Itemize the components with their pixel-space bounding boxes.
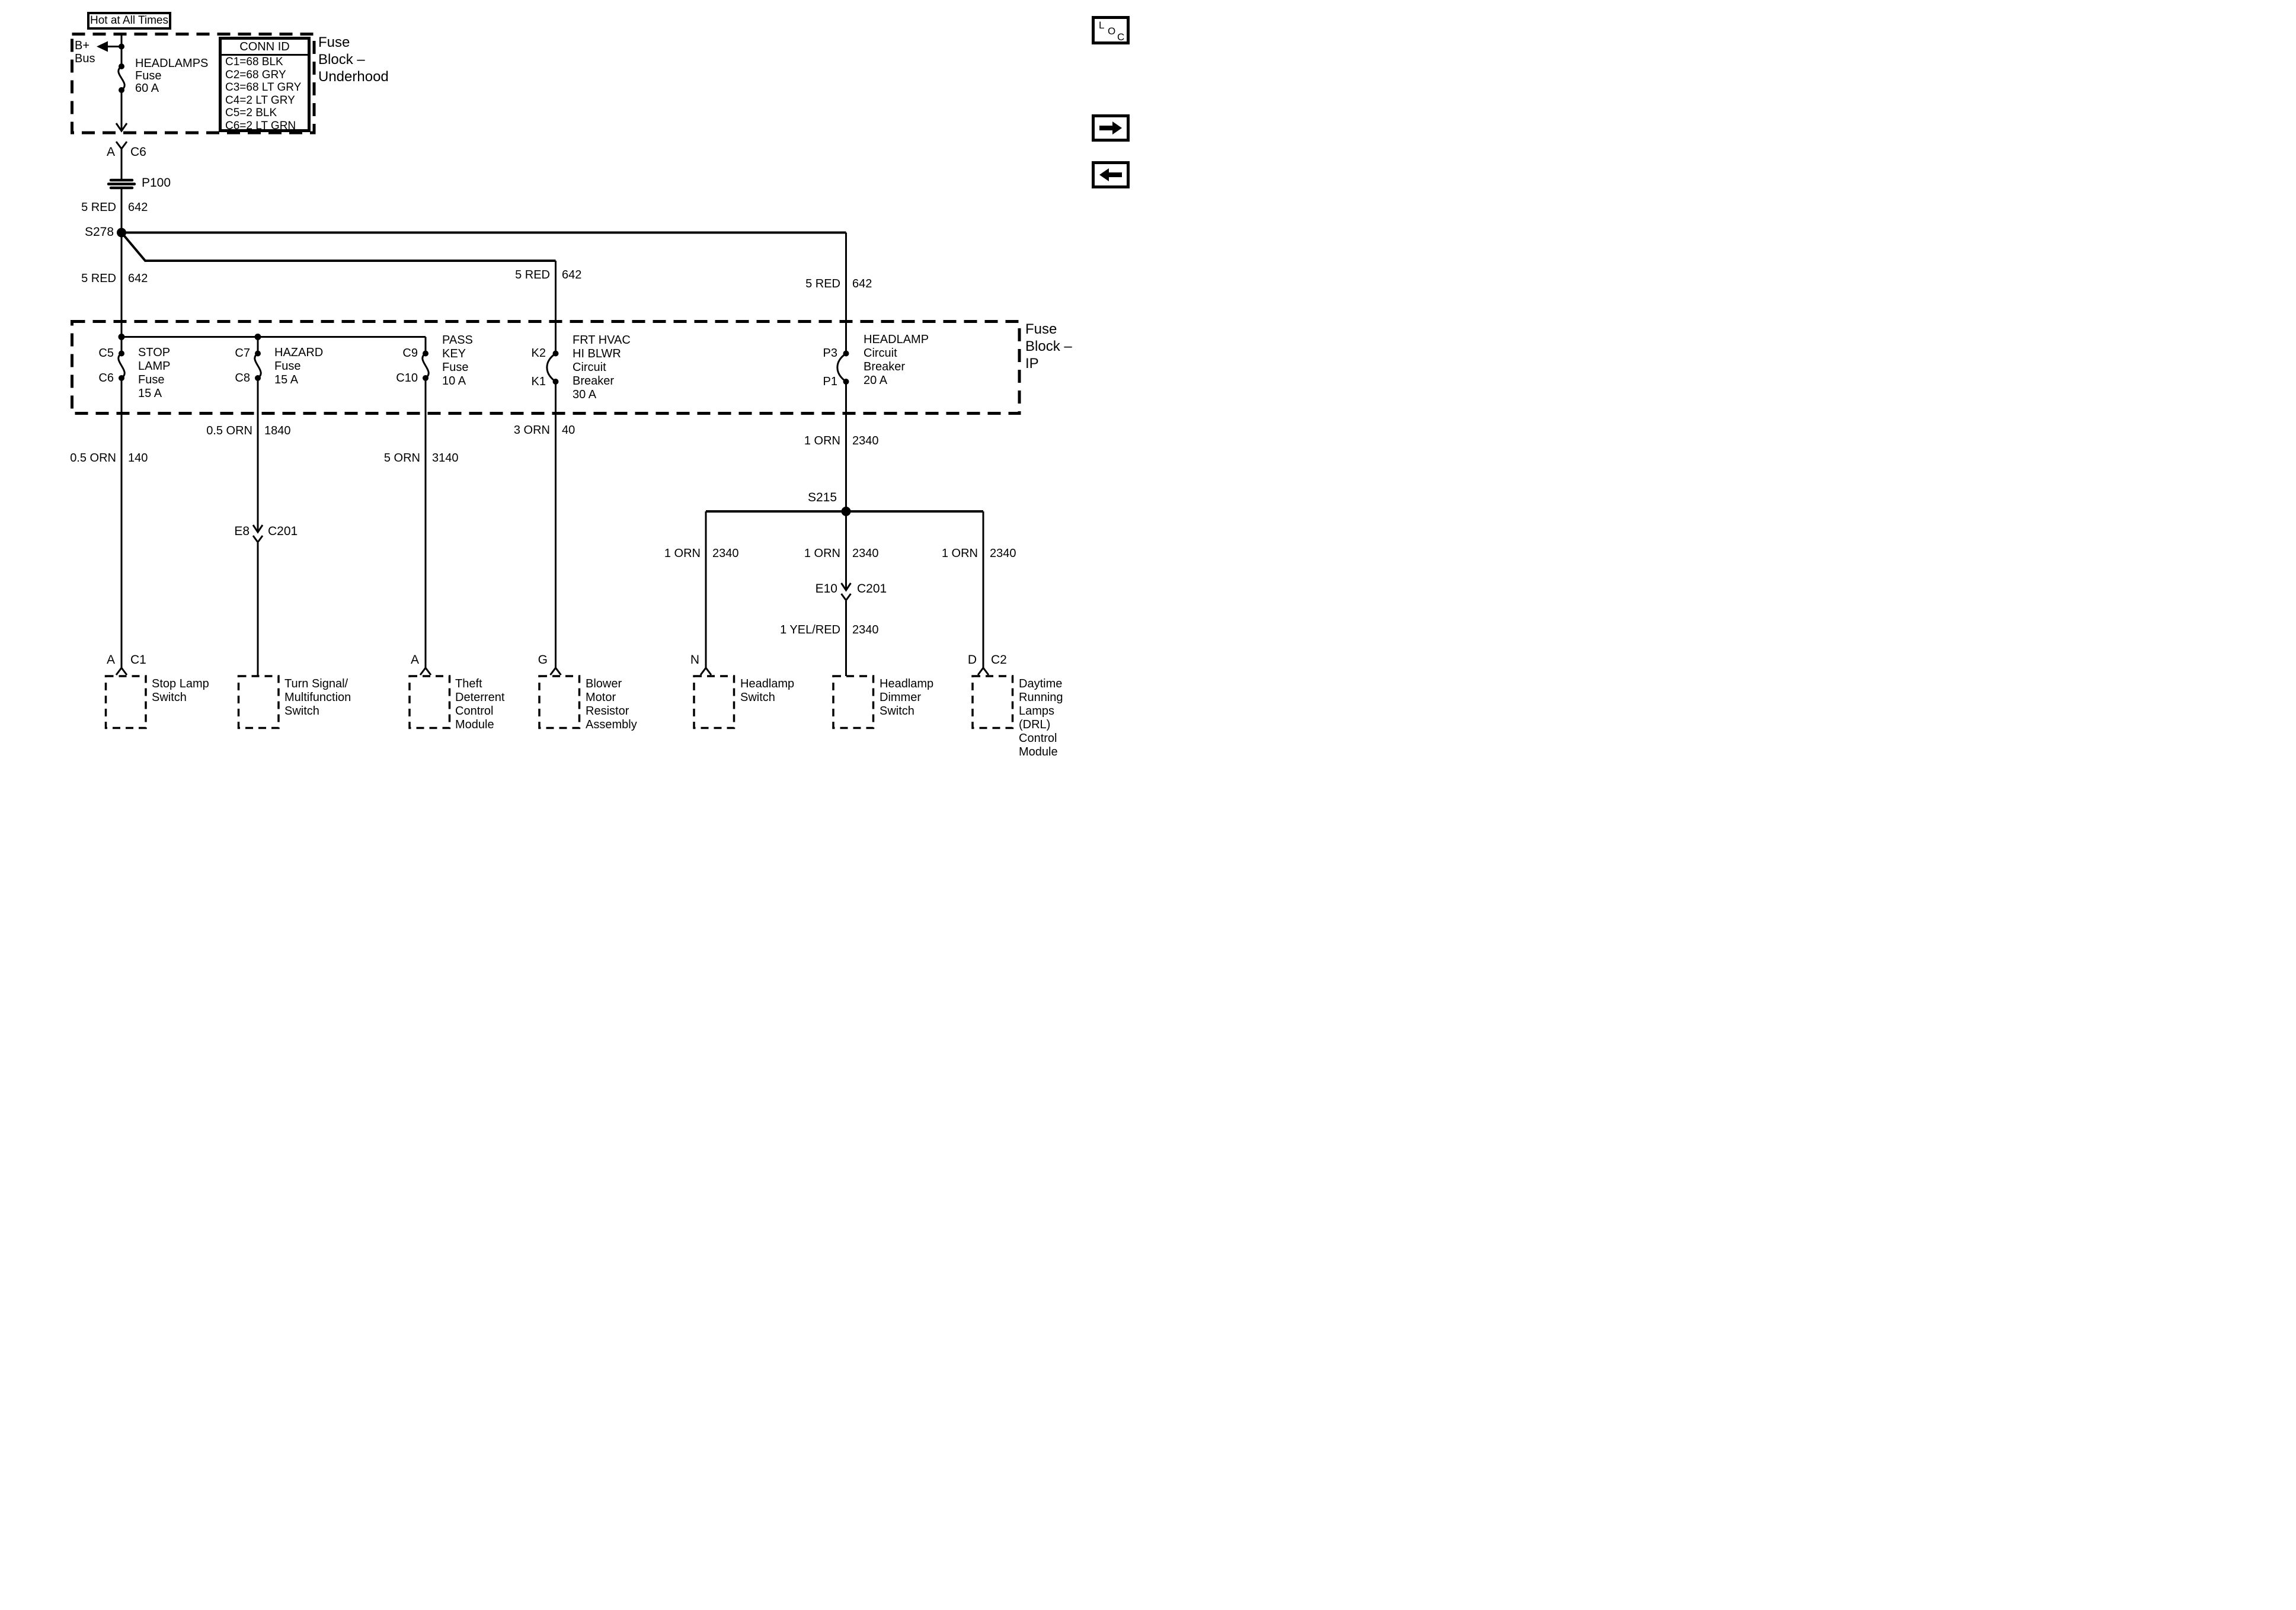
breaker-desc: 20 A xyxy=(864,374,888,387)
conn-id-row: C3=68 LT GRY xyxy=(225,81,302,94)
component-name: Dimmer xyxy=(880,691,921,704)
pass-key-fuse-symbol xyxy=(423,354,428,379)
connector-c6-label: C6 xyxy=(130,145,146,159)
turn-signal-switch-box xyxy=(239,676,279,728)
loc-letter: C xyxy=(1117,31,1125,43)
fuse-pin-label: C5 xyxy=(98,347,114,360)
loc-letter: O xyxy=(1108,25,1116,37)
wire-circuit-number: 140 xyxy=(128,452,148,465)
splice-s278-dot xyxy=(117,228,126,238)
conn-id-header: CONN ID xyxy=(222,40,308,56)
connector-pin-label: A xyxy=(410,653,419,667)
fuse-pin-label: C6 xyxy=(98,372,114,385)
loc-button[interactable] xyxy=(1092,16,1130,44)
connector-pin-label: A xyxy=(106,653,115,667)
connector-pin-label: D xyxy=(967,653,977,667)
blower-connector-chevron xyxy=(551,668,561,675)
wire-gauge-color: 0.5 ORN xyxy=(70,452,116,465)
fuse-desc: Fuse xyxy=(274,360,301,373)
e8-connector-label: E8 xyxy=(234,524,250,538)
conn-id-row: C4=2 LT GRY xyxy=(225,94,295,107)
breaker-pin-label: P3 xyxy=(823,347,837,360)
breaker-desc: Circuit xyxy=(573,361,606,374)
ip-block-title: IP xyxy=(1025,356,1039,372)
component-name: Switch xyxy=(880,705,914,718)
wire-circuit-number: 642 xyxy=(128,272,148,285)
wire-gauge-color: 5 ORN xyxy=(383,452,420,465)
wire-gauge-color: 1 ORN xyxy=(941,547,978,560)
ip-block-title: Block – xyxy=(1025,338,1072,354)
connector-pin-label: N xyxy=(690,653,699,667)
stop-lamp-switch-box xyxy=(106,676,146,728)
hot-at-all-times-banner: Hot at All Times xyxy=(87,12,171,30)
headlamp-breaker-symbol xyxy=(837,354,846,382)
e10-connector-chevron-icon xyxy=(842,594,851,600)
component-name: Multifunction xyxy=(284,691,351,704)
connector-id-label: C1 xyxy=(130,653,146,667)
wire-gauge-color: 0.5 ORN xyxy=(206,424,252,437)
component-name: Blower xyxy=(586,677,622,690)
component-name: Turn Signal/ xyxy=(284,677,348,690)
stop-lamp-connector-chevron xyxy=(116,668,127,675)
wire-circuit-number: 2340 xyxy=(852,547,879,560)
wire-gauge-color: 1 ORN xyxy=(804,547,840,560)
conn-id-row: C1=68 BLK xyxy=(225,56,283,68)
wire-gauge-color: 1 YEL/RED xyxy=(780,623,840,636)
breaker-desc: HEADLAMP xyxy=(864,333,929,346)
headlamp-dimmer-switch-box xyxy=(833,676,874,728)
headlamp-switch-connector-chevron xyxy=(701,668,711,675)
wire-gauge-color: 5 RED xyxy=(515,268,550,281)
headlamp-switch-box xyxy=(694,676,734,728)
underhood-block-title: Underhood xyxy=(318,69,389,85)
connector-pin-label: A xyxy=(106,145,115,159)
fuse-pin-label: C10 xyxy=(396,372,418,385)
fuse-pin-label: C9 xyxy=(402,347,418,360)
component-name: Headlamp xyxy=(740,677,795,690)
c201-connector-label: C201 xyxy=(857,582,887,596)
wire-circuit-number: 2340 xyxy=(990,547,1016,560)
hazard-fuse-symbol xyxy=(255,354,261,379)
component-name: Resistor xyxy=(586,705,629,718)
arrow-right-icon xyxy=(1097,120,1124,136)
breaker-desc: Breaker xyxy=(573,375,615,388)
component-name: Deterrent xyxy=(455,691,505,704)
fuse-desc: KEY xyxy=(442,347,466,360)
underhood-block-title: Block – xyxy=(318,52,365,68)
loc-letter: L xyxy=(1099,20,1105,31)
component-name: Daytime xyxy=(1019,677,1063,690)
stop-lamp-fuse-symbol xyxy=(119,354,124,379)
fuse-desc: STOP xyxy=(138,346,171,359)
component-name: Module xyxy=(455,718,494,731)
component-name: Running xyxy=(1019,691,1063,704)
fuse-desc: LAMP xyxy=(138,360,171,373)
wiring-diagram-page xyxy=(0,0,1148,805)
component-name: Control xyxy=(455,705,494,718)
breaker-desc: HI BLWR xyxy=(573,347,621,360)
headlamps-fuse-rating: 60 A xyxy=(135,82,159,95)
breaker-desc: Breaker xyxy=(864,360,906,373)
fuse-desc: HAZARD xyxy=(274,346,324,359)
breaker-pin-label: P1 xyxy=(823,375,837,388)
wire-circuit-number: 2340 xyxy=(852,623,879,636)
fuse-desc: 10 A xyxy=(442,375,466,388)
wire-circuit-number: 2340 xyxy=(852,434,879,447)
connector-id-label: C2 xyxy=(991,653,1007,667)
e8-connector-chevron-icon xyxy=(253,536,263,542)
e10-connector-label: E10 xyxy=(815,582,837,596)
bplus-arrow-icon xyxy=(97,41,108,52)
connector-pin-label: G xyxy=(538,653,548,667)
fuse-desc: Fuse xyxy=(138,373,165,386)
breaker-pin-label: K1 xyxy=(531,375,546,388)
bus-label: Bus xyxy=(75,52,95,65)
conn-id-row: C2=68 GRY xyxy=(225,68,286,81)
wire-gauge-color: 1 ORN xyxy=(664,547,701,560)
wire-circuit-number: 40 xyxy=(562,424,575,437)
conn-id-table xyxy=(219,37,311,132)
component-name: Assembly xyxy=(586,718,637,731)
fuse-pin-label: C7 xyxy=(235,347,250,360)
p100-label: P100 xyxy=(142,176,171,190)
component-name: Control xyxy=(1019,732,1057,745)
component-boxes xyxy=(106,676,1013,728)
conn-id-row: C6=2 LT GRN xyxy=(225,119,296,132)
component-name: Lamps xyxy=(1019,705,1055,718)
bplus-label: B+ xyxy=(75,39,90,52)
frt-hvac-breaker-symbol xyxy=(547,354,556,382)
underhood-block-title: Fuse xyxy=(318,34,350,50)
fuse-desc: Fuse xyxy=(442,361,469,374)
wire-gauge-color: 1 ORN xyxy=(804,434,840,447)
theft-connector-chevron xyxy=(420,668,431,675)
drl-connector-chevron xyxy=(978,668,989,675)
conn-id-row: C5=2 BLK xyxy=(225,107,277,119)
component-name: Motor xyxy=(586,691,616,704)
wire-circuit-number: 642 xyxy=(852,277,872,290)
component-name: (DRL) xyxy=(1019,718,1051,731)
c201-connector-label: C201 xyxy=(268,524,298,538)
headlamps-fuse-name: HEADLAMPS xyxy=(135,57,209,70)
next-page-button[interactable] xyxy=(1092,114,1130,142)
component-name: Module xyxy=(1019,745,1058,758)
connector-c6-symbol xyxy=(116,142,127,149)
fuse-desc: 15 A xyxy=(274,373,299,386)
wire-circuit-number: 1840 xyxy=(264,424,291,437)
component-name: Switch xyxy=(740,691,775,704)
component-name: Headlamp xyxy=(880,677,934,690)
wire-circuit-number: 642 xyxy=(128,201,148,214)
wire-gauge-color: 5 RED xyxy=(81,272,116,285)
wire-gauge-color: 5 RED xyxy=(805,277,840,290)
breaker-desc: FRT HVAC xyxy=(573,334,631,347)
theft-deterrent-module-box xyxy=(410,676,450,728)
blower-resistor-box xyxy=(539,676,580,728)
breaker-desc: 30 A xyxy=(573,388,597,401)
breaker-desc: Circuit xyxy=(864,347,897,360)
component-name: Switch xyxy=(152,691,187,704)
arrow-left-icon xyxy=(1097,167,1124,183)
component-name: Switch xyxy=(284,705,319,718)
breaker-pin-label: K2 xyxy=(531,347,546,360)
wire-circuit-number: 3140 xyxy=(432,452,459,465)
s278-splice-label: S278 xyxy=(84,225,114,239)
wire-circuit-number: 2340 xyxy=(712,547,739,560)
wire-gauge-color: 5 RED xyxy=(81,201,116,214)
ip-block-title: Fuse xyxy=(1025,321,1057,337)
fuse-pin-label: C8 xyxy=(235,372,250,385)
s215-splice-label: S215 xyxy=(807,491,837,504)
drl-module-box xyxy=(973,676,1013,728)
p100-grommet-icon xyxy=(108,180,135,188)
headlamps-fuse-symbol xyxy=(119,66,124,90)
prev-page-button[interactable] xyxy=(1092,161,1130,188)
fuse-desc: 15 A xyxy=(138,387,162,400)
component-name: Theft xyxy=(455,677,482,690)
fuse-desc: PASS xyxy=(442,334,473,347)
wire-circuit-number: 642 xyxy=(562,268,582,281)
component-name: Stop Lamp xyxy=(152,677,209,690)
headlamps-fuse-type: Fuse xyxy=(135,69,162,82)
splice-s215-dot xyxy=(842,507,851,516)
splice-branch-lines xyxy=(121,233,983,512)
wire-gauge-color: 3 ORN xyxy=(513,424,550,437)
